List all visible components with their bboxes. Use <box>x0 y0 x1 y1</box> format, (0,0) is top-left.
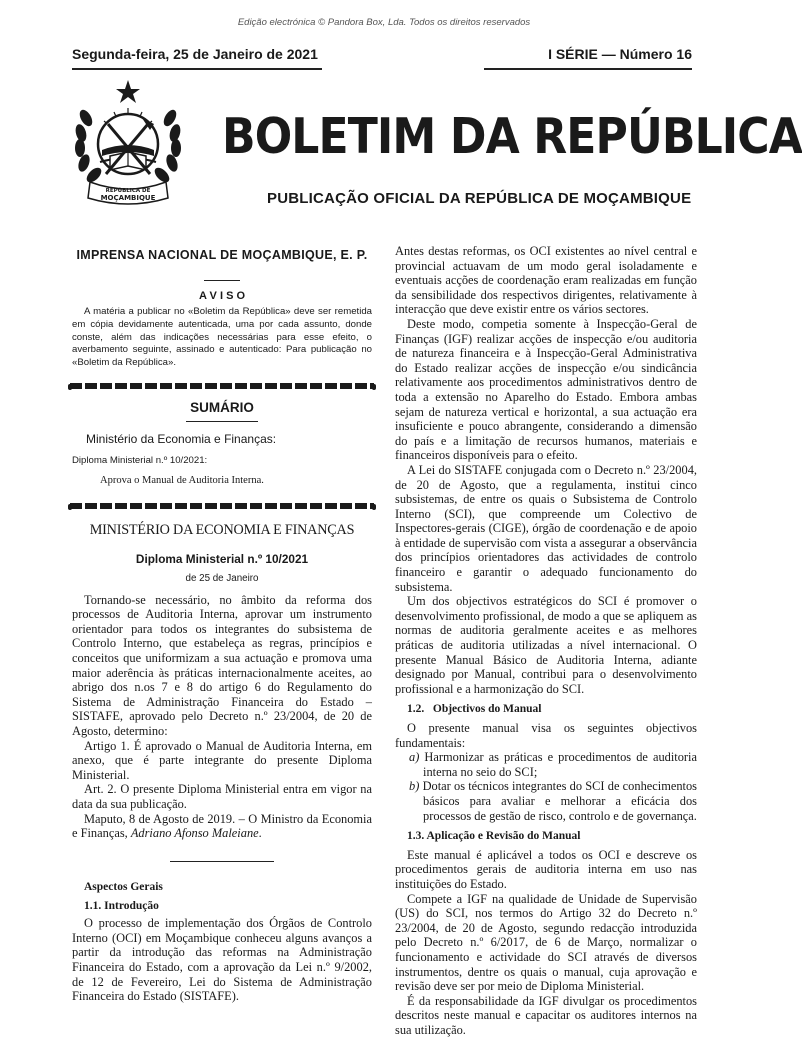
list-item: a) Harmonizar as práticas e procedimentos de auditoria interna no seio do SCI; <box>409 750 697 779</box>
paragraph: Deste modo, competia somente à Inspecção-Geral de Finanças (IGF) realizar acções de inspecção e/ou auditoria de natureza financeira e à Inspecção-Geral Administrativa do Estado realizar acções de inspecção e/ou sindicância relativamente aos procedimentos administrativos dentro de toda a extensão no Aparelho do Estado. Embora ambas sejam de natureza vertical e horizontal, a sua actuação era insuficiente e pouco abrangente, considerando a dimensão do país e a limitação de recursos humanos, materiais e financeiros disponíveis para o efeito. <box>395 316 697 463</box>
paragraph: O processo de implementação dos Órgãos de Controlo Interno (OCI) em Moçambique conheceu alguns avanços a partir da introdução das reformas na Administração Financeira do Estado, com a aprovação da Lei n.º 9/2002, de 12 de Fevereiro, Lei do Sistema de Administração Financeira do Estado (SISTAFE). <box>72 916 372 1004</box>
dateline <box>72 46 692 70</box>
masthead-subtitle: PUBLICAÇÃO OFICIAL DA REPÚBLICA DE MOÇAMBIQUE <box>267 190 692 207</box>
publisher-name: IMPRENSA NACIONAL DE MOÇAMBIQUE, E. P. <box>76 248 368 262</box>
left-column <box>72 244 372 1004</box>
paragraph: Antes destas reformas, os OCI existentes ao nível central e provincial actuavam de um modo geral isoladamente e eventuais acções de coordenação eram realizadas em função da sensibilidade dos respectivos dirigentes, relativamente à interacção que deve existir entre os vários sectores. <box>395 244 697 317</box>
paragraph: Um dos objectivos estratégicos do SCI é promover o desenvolvimento profissional, de modo a que se apliquem as normas de auditoria geralmente aceites e as melhores práticas de auditoria utilizadas a nível internacional. O presente Manual Básico de Auditoria Interna, adiante designado por Manual, contribui para o desenvolvimento profissional e a harmonização do SCI. <box>395 594 697 696</box>
minister-name: Adriano Afonso Maleiane <box>130 826 259 841</box>
divider <box>170 861 274 862</box>
ministry-heading: MINISTÉRIO DA ECONOMIA E FINANÇAS <box>89 521 355 538</box>
dashed-divider <box>72 503 372 513</box>
paragraph: Tornando-se necessário, no âmbito da reforma dos processos de Auditoria Interna, aprovar um instrumento orientador para todos os integrantes do subsistema de Controlo Interno, que estabeleça as regras, princípios e conceitos que uniformizam a sua actuação e promova uma maior aderência às práticas internacionalmente aceites, ao abrigo dos n.os 7 e 8 do artigo 6 do Regulamento do Sistema de Administração Financeira do Estado – SISTAFE, aprovado pelo Decreto n.º 23/2004, de 20 de Agosto, determino: <box>72 592 372 739</box>
signature-paragraph: Maputo, 8 de Agosto de 2019. – O Ministro da Economia e Finanças, Adriano Afonso Maleiane. <box>72 811 372 841</box>
section-heading: Aspectos Gerais <box>84 880 163 893</box>
section-heading: 1.1. Introdução <box>84 899 159 912</box>
paragraph: O presente manual visa os seguintes objectivos fundamentais: <box>395 721 697 750</box>
divider <box>186 421 258 422</box>
issue-number: I SÉRIE — Número 16 <box>548 46 692 62</box>
diploma-title: Diploma Ministerial n.º 10/2021 <box>135 551 309 566</box>
issue-date: Segunda-feira, 25 de Janeiro de 2021 <box>72 46 318 62</box>
summary-title: SUMÁRIO <box>190 400 254 416</box>
notice-text: A matéria a publicar no «Boletim da República» deve ser remetida em cópia devidamente autenticada, uma por cada assunto, donde conste, além das indicações necessárias para esse efeito, o averbamento seguinte, assinado e autenticado: Para publicação no «Boletim da República». <box>72 306 372 368</box>
dateline-rule-left <box>72 68 322 70</box>
list-item: b) Dotar os técnicos integrantes do SCI de conhecimentos básicos para avaliar e melhorar a eficácia dos processos de gestão de risco, controlo e de governança. <box>409 779 697 823</box>
right-column <box>395 244 697 1037</box>
masthead-title: BOLETIM DA REPÚBLICA <box>222 108 802 165</box>
section-heading: 1.3. Aplicação e Revisão do Manual <box>407 830 581 843</box>
emblem-text-line-2: MOÇAMBIQUE <box>100 194 156 202</box>
paragraph: Art. 2. O presente Diploma Ministerial entra em vigor na data da sua publicação. <box>72 782 372 811</box>
dashed-divider <box>72 383 372 393</box>
paragraph: A Lei do SISTAFE conjugada com o Decreto n.º 23/2004, de 20 de Agosto, que a regulamenta, institui cinco subsistemas, de entre os quais o Subsistema de Controlo Interno (SCI), que compreende um Colectivo de Inspectores-gerais (CIGE), órgão de coordenação e de apoio à entidade de supervisão com vista a assegurar a observância dos princípios orientadores das actividades de controlo financeiro e garantir o adequado funcionamento do subsistema. <box>395 462 697 594</box>
paragraph: Compete a IGF na qualidade de Unidade de Supervisão (US) do SCI, nos termos do Artigo 32 do Decreto n.º 23/2004, de 20 de Agosto, segundo redacção introduzida pelo Decreto n.º 6/2017, de 6 de Março, normalizar o funcionamento e actividade do SCI através de diversos instrumentos, dentre os quais o manual, cuja aprovação e revisão deve ser por meio de Diploma Ministerial. <box>395 891 697 994</box>
divider <box>204 280 240 281</box>
section-heading: 1.2. Objectivos do Manual <box>407 703 542 716</box>
signature-text: Maputo, 8 de Agosto de 2019. – O Ministro da Economia e Finanças, <box>72 811 372 841</box>
summary-description: Aprova o Manual de Auditoria Interna. <box>100 475 264 487</box>
paragraph: Artigo 1. É aprovado o Manual de Auditoria Interna, em anexo, que é parte integrante do presente Diploma Ministerial. <box>72 738 372 782</box>
dateline-rule-right <box>484 68 692 70</box>
summary-ministry: Ministério da Economia e Finanças: <box>86 432 277 447</box>
notice-title: A V I S O <box>198 289 246 302</box>
copyright-notice: Edição electrónica © Pandora Box, Lda. Todos os direitos reservados <box>237 17 531 28</box>
summary-diploma: Diploma Ministerial n.º 10/2021: <box>72 454 208 466</box>
paragraph: É da responsabilidade da IGF divulgar os procedimentos descritos neste manual e capacitar os auditores internos na sua utilização. <box>395 993 697 1037</box>
diploma-date: de 25 de Janeiro <box>185 573 259 585</box>
emblem-text-line-1: REPÚBLICA DE <box>105 188 151 194</box>
paragraph: Este manual é aplicável a todos os OCI e descreve os procedimentos gerais de auditoria interna em uso nas instituições do Estado. <box>395 847 697 891</box>
national-emblem-icon <box>72 78 184 206</box>
